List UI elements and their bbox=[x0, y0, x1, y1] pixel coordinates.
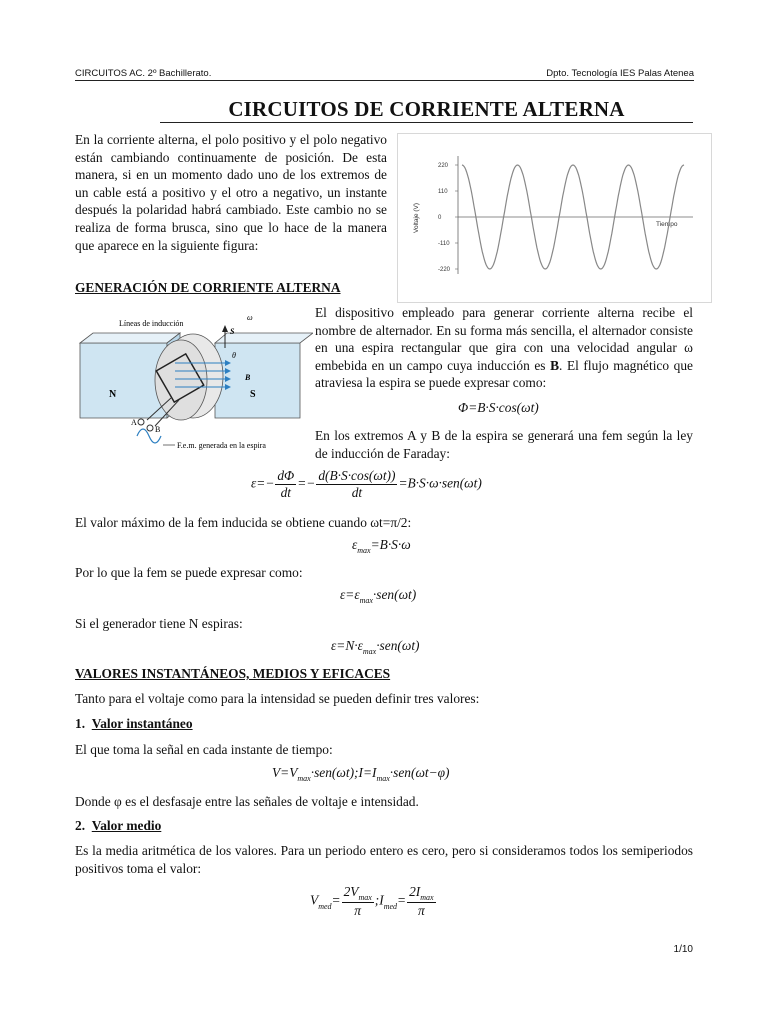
page-title: CIRCUITOS DE CORRIENTE ALTERNA bbox=[228, 97, 625, 121]
phase-note-paragraph: Donde φ es el desfasaje entre las señales de voltaje e intensidad. bbox=[75, 794, 419, 809]
fem-expression-paragraph: Por lo que la fem se puede expresar como: bbox=[75, 565, 303, 580]
max-fem-equation: $\varepsilon_{max}=B\cdot S\cdot\omega$ bbox=[352, 537, 411, 555]
alternator-diagram bbox=[75, 308, 313, 460]
title-underline bbox=[160, 122, 693, 123]
max-fem-paragraph: El valor máximo de la fem inducida se obtiene cuando ωt=π/2: bbox=[75, 515, 412, 530]
instant-paragraph: El que toma la señal en cada instante de tiempo: bbox=[75, 742, 333, 757]
alternator-figure bbox=[75, 308, 313, 460]
x-axis-label: Tiempo bbox=[656, 221, 678, 228]
item-instant-heading: 1. Valor instantáneo bbox=[75, 716, 193, 731]
label-theta: θ bbox=[232, 351, 236, 360]
section-heading-generation: GENERACIÓN DE CORRIENTE ALTERNA bbox=[75, 280, 341, 295]
item-mean-heading: 2. Valor medio bbox=[75, 818, 162, 833]
section-heading-values: VALORES INSTANTÁNEOS, MEDIOS Y EFICACES bbox=[75, 666, 391, 681]
y-axis-label: Voltaje (V) bbox=[413, 203, 420, 233]
flux-equation: Φ=B·S·cos(ωt) bbox=[458, 400, 539, 415]
label-B-field: B bbox=[245, 373, 251, 382]
header-right: Dpto. Tecnología IES Palas Atenea bbox=[546, 68, 694, 79]
label-N: N bbox=[109, 389, 117, 400]
north-pole bbox=[80, 343, 167, 418]
fem-n-equation: $\varepsilon=N\cdot\varepsilon_{max}\cdot sen(\omega t)$ bbox=[331, 638, 420, 656]
y-tick-label: 0 bbox=[438, 215, 442, 221]
label-lines-induction: Líneas de inducción bbox=[119, 319, 184, 328]
values-intro-paragraph: Tanto para el voltaje como para la intensidad se pueden definir tres valores: bbox=[75, 691, 480, 706]
fem-equation: $\varepsilon=\varepsilon_{max}\cdot sen(\omega t)$ bbox=[340, 587, 417, 605]
n-turns-paragraph: Si el generador tiene N espiras: bbox=[75, 616, 243, 631]
y-tick-label: 110 bbox=[438, 189, 448, 195]
faraday-paragraph: En los extremos A y B de la espira se generará una fem según la ley de inducción de Faraday: bbox=[315, 428, 693, 461]
y-ticks bbox=[438, 163, 458, 273]
mean-equation: $V_{med}=$ $\frac{2V_{max}}{\pi}$ $;I_{med}=$ $\frac{2I_{max}}{\pi}$ bbox=[310, 884, 434, 918]
y-tick-label: -110 bbox=[438, 241, 450, 247]
intro-paragraph: En la corriente alterna, el polo positivo y el polo negativo están cambiando continuamente de posición. De esta manera, si en un momento dado uno de los extremos de un cable está a positivo y el otro a negativo, un instante después la polaridad habrá cambiado. Este cambio no se realiza de forma brusca, sino que lo hace de la manera que aparece en la siguiente figura: bbox=[75, 132, 387, 253]
faraday-equation: ε=− $\frac{d\Phi}{dt}$ =− $\frac{d(B\cdot S\cdot\cos(\omega t))}{dt}$ =B·S·ω·sen(ωt) bbox=[251, 468, 482, 500]
sine-chart bbox=[397, 133, 712, 303]
label-A: A bbox=[131, 418, 137, 427]
sine-chart-svg bbox=[398, 134, 711, 302]
page-number: 1/10 bbox=[673, 944, 693, 955]
label-B-terminal: B bbox=[155, 425, 161, 434]
instant-equation: $V=V_{max}\cdot sen(\omega t);I=I_{max}\cdot sen(\omega t-\varphi)$ bbox=[272, 765, 450, 783]
figure-caption: F.e.m. generada en la espira bbox=[177, 441, 266, 450]
y-tick-label: 220 bbox=[438, 163, 449, 169]
header-left: CIRCUITOS AC. 2º Bachillerato. bbox=[75, 68, 212, 79]
mean-paragraph: Es la media aritmética de los valores. Para un periodo entero es cero, pero si consideramos todos los semiperiodos positivos toma el valor: bbox=[75, 843, 693, 876]
label-S-pole: S bbox=[250, 389, 256, 400]
page-header bbox=[75, 68, 694, 81]
alternator-paragraph: El dispositivo empleado para generar corriente alterna recibe el nombre de alternador. En su forma más sencilla, el alternador consiste en una espira rectangular que gira con una velocidad angular ω embebida en un campo cuya inducción es B. El flujo magnético que atraviesa la espira se puede expresar como: bbox=[315, 305, 693, 391]
label-omega: ω bbox=[247, 313, 253, 322]
y-tick-label: -220 bbox=[438, 267, 451, 273]
label-S-vector: S bbox=[230, 327, 235, 336]
